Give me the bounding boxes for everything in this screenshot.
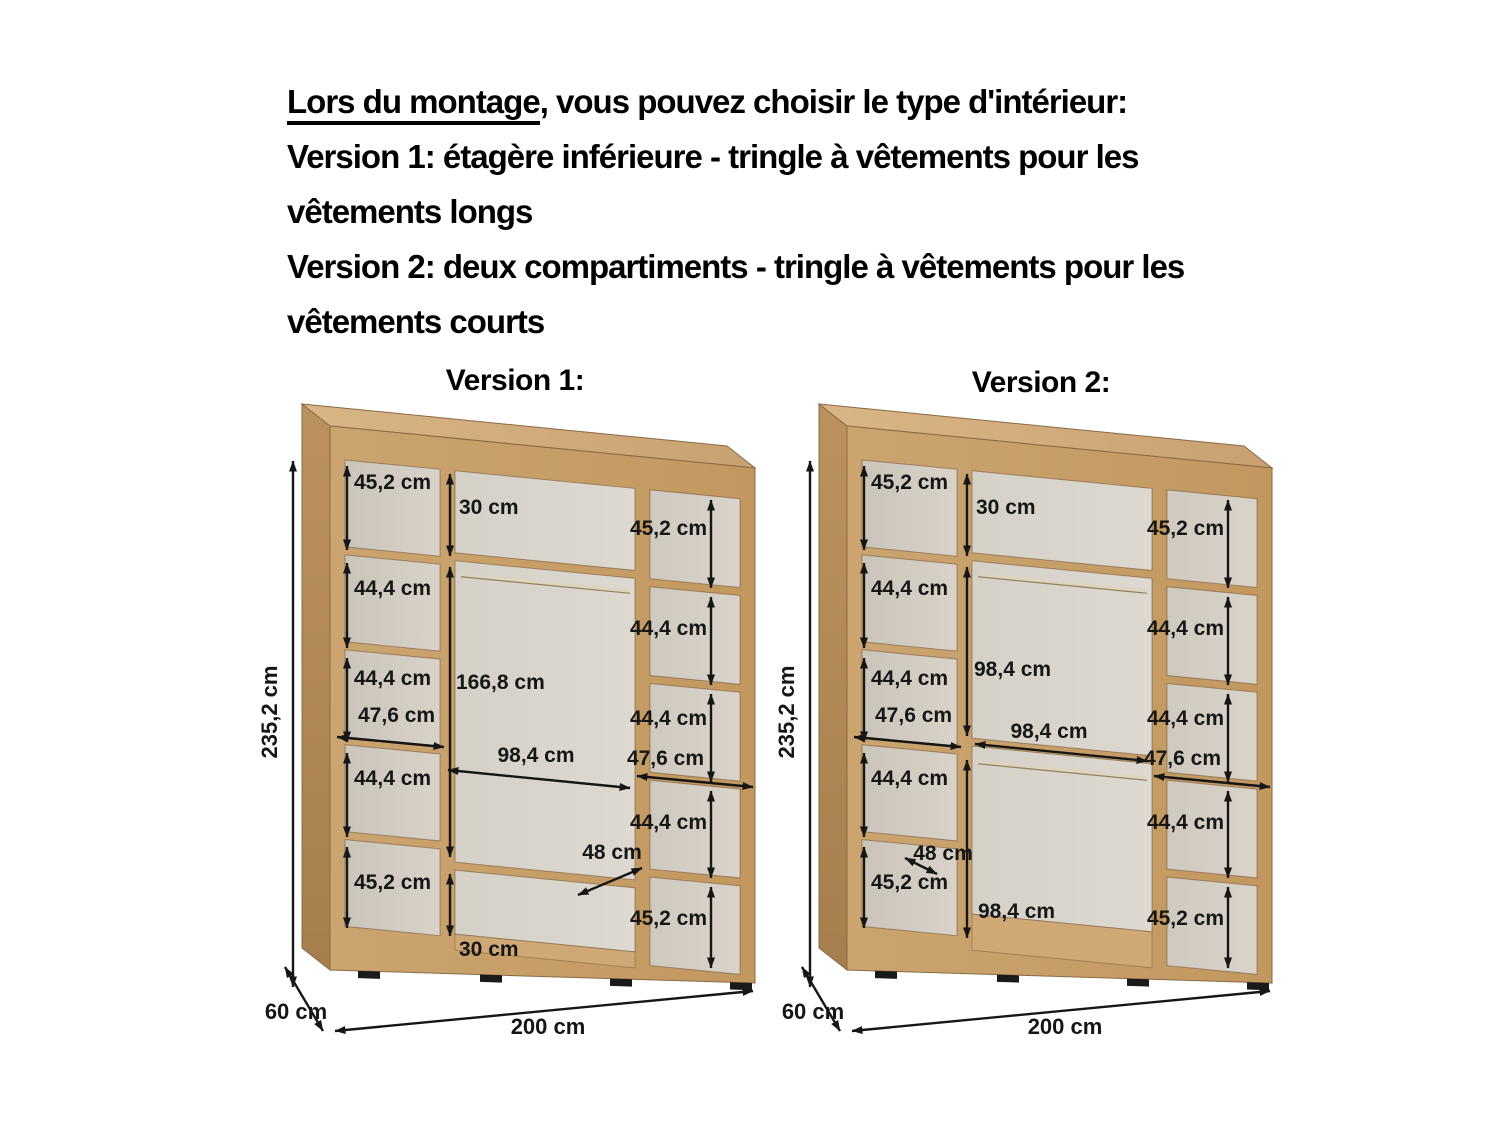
dim-overall-depth: 60 cm xyxy=(264,999,328,1024)
dim-left-cell-3: 44,4 cm xyxy=(354,667,432,690)
dim-center-width: 98,4 cm xyxy=(497,744,575,767)
dim-right-column-width: 47,6 cm xyxy=(626,747,704,770)
version-1-title: Version 1: xyxy=(445,364,585,397)
dim-left-column-width: 47,6 cm xyxy=(358,704,436,727)
dim-right-cell-2: 44,4 cm xyxy=(1146,617,1224,640)
dim-right-cell-4: 44,4 cm xyxy=(629,811,707,834)
dim-right-cell-1: 45,2 cm xyxy=(629,517,707,540)
dim-left-cell-1: 45,2 cm xyxy=(871,471,949,494)
dim-right-cell-3: 44,4 cm xyxy=(1146,707,1224,730)
dim-left-cell-5: 45,2 cm xyxy=(871,871,949,894)
dim-overall-width: 200 cm xyxy=(1027,1014,1103,1039)
dim-overall-depth: 60 cm xyxy=(781,999,845,1024)
dim-right-cell-4: 44,4 cm xyxy=(1146,811,1224,834)
dim-shelf-depth: 48 cm xyxy=(582,841,642,864)
dim-center-bottom: 30 cm xyxy=(459,938,519,961)
dim-shelf-depth: 48 cm xyxy=(913,842,973,865)
version-1-description: Version 1: étagère inférieure - tringle à vêtements pour les vêtements longs xyxy=(287,138,1139,230)
version-2-description: Version 2: deux compartiments - tringle à vêtements pour les vêtements courts xyxy=(287,248,1185,340)
dim-overall-height: 235,2 cm xyxy=(257,665,282,759)
intro-line xyxy=(287,74,1232,129)
instructions-text xyxy=(287,74,1232,349)
dim-left-cell-1: 45,2 cm xyxy=(354,471,432,494)
dim-left-cell-4: 44,4 cm xyxy=(354,767,432,790)
dim-center-upper: 98,4 cm xyxy=(974,658,1052,681)
dim-right-cell-5: 45,2 cm xyxy=(629,907,707,930)
dim-left-column-width: 47,6 cm xyxy=(875,704,953,727)
dim-overall-height: 235,2 cm xyxy=(774,665,799,759)
dim-left-cell-5: 45,2 cm xyxy=(354,871,432,894)
dim-overall-width: 200 cm xyxy=(510,1014,586,1039)
dim-center-main: 166,8 cm xyxy=(456,671,545,694)
dim-left-cell-2: 44,4 cm xyxy=(354,577,432,600)
version-2-title: Version 2: xyxy=(971,366,1111,399)
dim-center-lower: 98,4 cm xyxy=(978,900,1056,923)
intro-rest: , vous pouvez choisir le type d'intérieur: xyxy=(539,83,1128,120)
dim-left-cell-3: 44,4 cm xyxy=(871,667,949,690)
dim-right-cell-5: 45,2 cm xyxy=(1146,907,1224,930)
dim-center-width: 98,4 cm xyxy=(1010,720,1088,743)
dim-left-cell-4: 44,4 cm xyxy=(871,767,949,790)
dim-right-cell-3: 44,4 cm xyxy=(629,707,707,730)
intro-underlined: Lors du montage xyxy=(287,83,540,125)
dim-right-column-width: 47,6 cm xyxy=(1143,747,1221,770)
dim-right-cell-2: 44,4 cm xyxy=(629,617,707,640)
wardrobe-diagram-version-2 xyxy=(772,390,1282,1055)
dim-right-cell-1: 45,2 cm xyxy=(1146,517,1224,540)
dim-center-top: 30 cm xyxy=(976,496,1036,519)
dim-center-top: 30 cm xyxy=(459,496,519,519)
wardrobe-diagram-version-1 xyxy=(255,390,765,1055)
dim-left-cell-2: 44,4 cm xyxy=(871,577,949,600)
